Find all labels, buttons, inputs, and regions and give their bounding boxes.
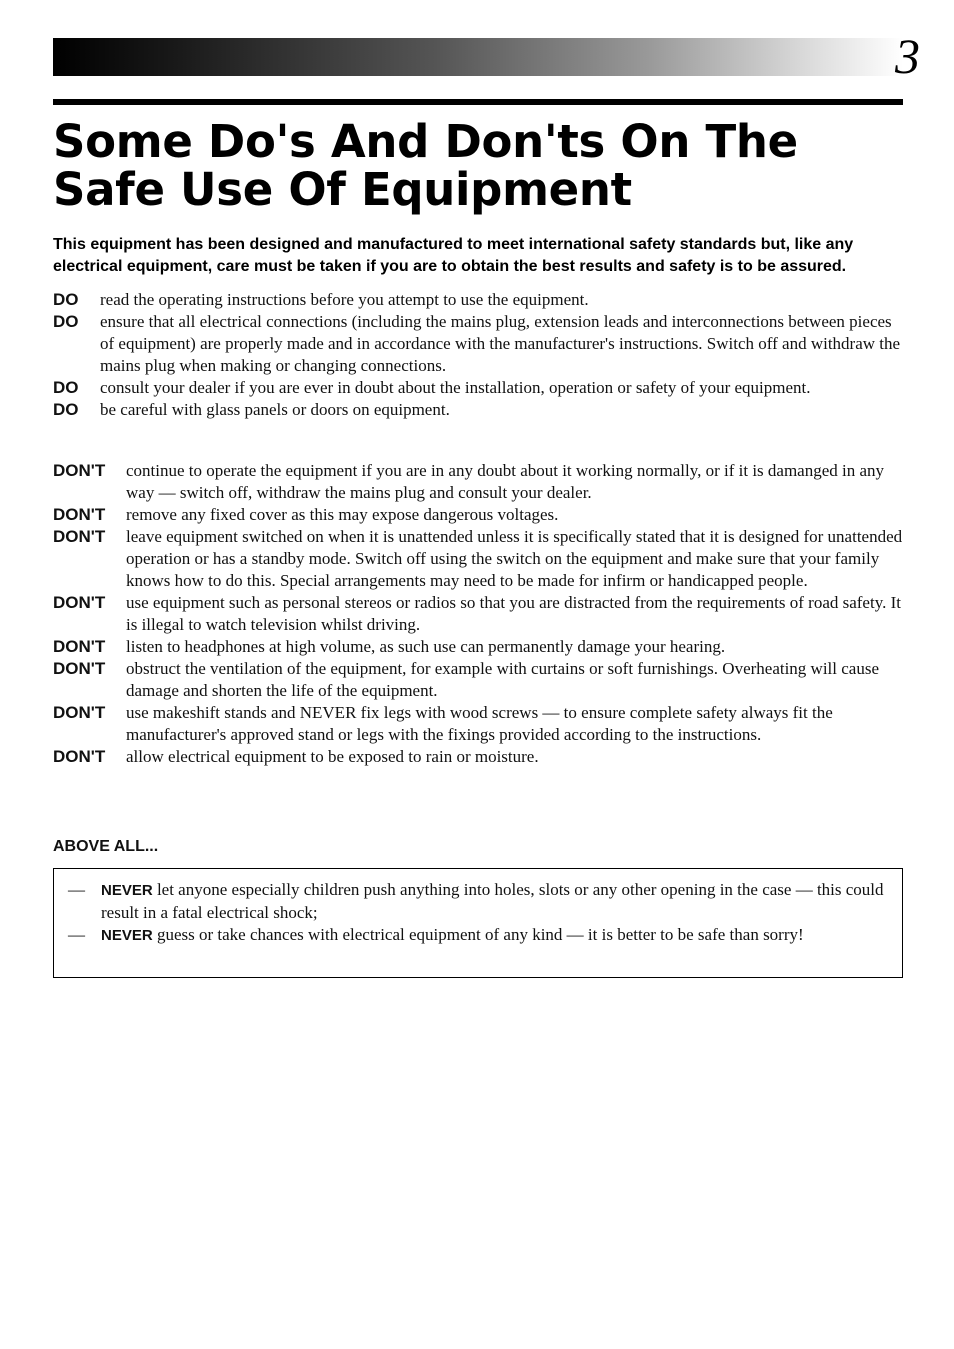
dont-text: listen to headphones at high volume, as such use can permanently damage your hearing. [126, 637, 726, 656]
dont-text: use makeshift stands and NEVER fix legs with wood screws — to ensure complete safety always fit the manufacturer's approved stand or legs with the fixings provided according to the instructions. [126, 703, 833, 744]
do-item [53, 399, 905, 421]
warning-box [53, 868, 903, 978]
never-lead: NEVER [101, 927, 153, 944]
do-tag: DO [53, 400, 79, 419]
dont-tag: DON'T [53, 593, 106, 612]
dont-tag: DON'T [53, 747, 106, 766]
dont-item [53, 460, 905, 504]
dont-item [53, 592, 905, 636]
warning-item [68, 924, 888, 947]
dont-item [53, 746, 905, 768]
warning-text: let anyone especially children push anything into holes, slots or any other opening in the case — this could result in a fatal electrical shock; [101, 880, 884, 922]
dont-text: obstruct the ventilation of the equipment, for example with curtains or soft furnishings. Overheating will cause damage and shorten the life of the equipment. [126, 659, 880, 700]
dont-list [53, 460, 905, 768]
dont-tag: DON'T [53, 703, 106, 722]
dont-tag: DON'T [53, 637, 106, 656]
above-all-heading: ABOVE ALL... [53, 838, 159, 855]
do-tag: DO [53, 290, 79, 309]
do-text: ensure that all electrical connections (including the mains plug, extension leads and interconnections between pieces of equipment) are properly made and in accordance with the manufacturer's instructions. Switch off and withdraw the mains plug when making or changing connections. [100, 312, 901, 375]
dont-tag: DON'T [53, 527, 106, 546]
header-gradient-bar [53, 38, 903, 76]
warning-item [68, 879, 888, 924]
dash-bullet: — [68, 880, 85, 899]
dont-text: use equipment such as personal stereos or radios so that you are distracted from the requirements of road safety. It is illegal to watch television whilst driving. [126, 593, 901, 634]
page-title: Some Do's And Don'ts On The Safe Use Of Equipment [53, 115, 798, 216]
title-rule [53, 99, 903, 105]
dont-tag: DON'T [53, 505, 106, 524]
warning-text: guess or take chances with electrical equipment of any kind — it is better to be safe than sorry! [156, 925, 804, 944]
dont-item [53, 636, 905, 658]
dont-item [53, 658, 905, 702]
dont-tag: DON'T [53, 461, 106, 480]
do-list [53, 289, 905, 421]
dont-item [53, 702, 905, 746]
dont-text: leave equipment switched on when it is unattended unless it is specifically stated that it is designed for unattended operation or has a standby mode. Switch off using the switch on the equipment and make sure that your family knows how to do this. Special arrangements may need to be made for infirm or handicapped people. [126, 527, 903, 590]
page-number: 3 [895, 28, 920, 84]
do-tag: DO [53, 312, 79, 331]
dont-text: remove any fixed cover as this may expose dangerous voltages. [126, 505, 559, 524]
do-text: read the operating instructions before you attempt to use the equipment. [100, 290, 589, 309]
do-text: consult your dealer if you are ever in doubt about the installation, operation or safety of your equipment. [100, 378, 811, 397]
do-item [53, 289, 905, 311]
do-tag: DO [53, 378, 79, 397]
do-text: be careful with glass panels or doors on equipment. [100, 400, 450, 419]
do-item [53, 377, 905, 399]
intro-paragraph: This equipment has been designed and manufactured to meet international safety standards but, like any electrical equipment, care must be taken if you are to obtain the best results and safety is to be assured. [53, 236, 854, 275]
dont-item [53, 526, 905, 592]
do-item [53, 311, 905, 377]
dont-text: allow electrical equipment to be exposed to rain or moisture. [126, 747, 539, 766]
dont-text: continue to operate the equipment if you are in any doubt about it working normally, or if it is damanged in any way — switch off, withdraw the mains plug and consult your dealer. [126, 461, 885, 502]
never-lead: NEVER [101, 882, 153, 899]
dont-item [53, 504, 905, 526]
dont-tag: DON'T [53, 659, 106, 678]
dash-bullet: — [68, 925, 85, 944]
